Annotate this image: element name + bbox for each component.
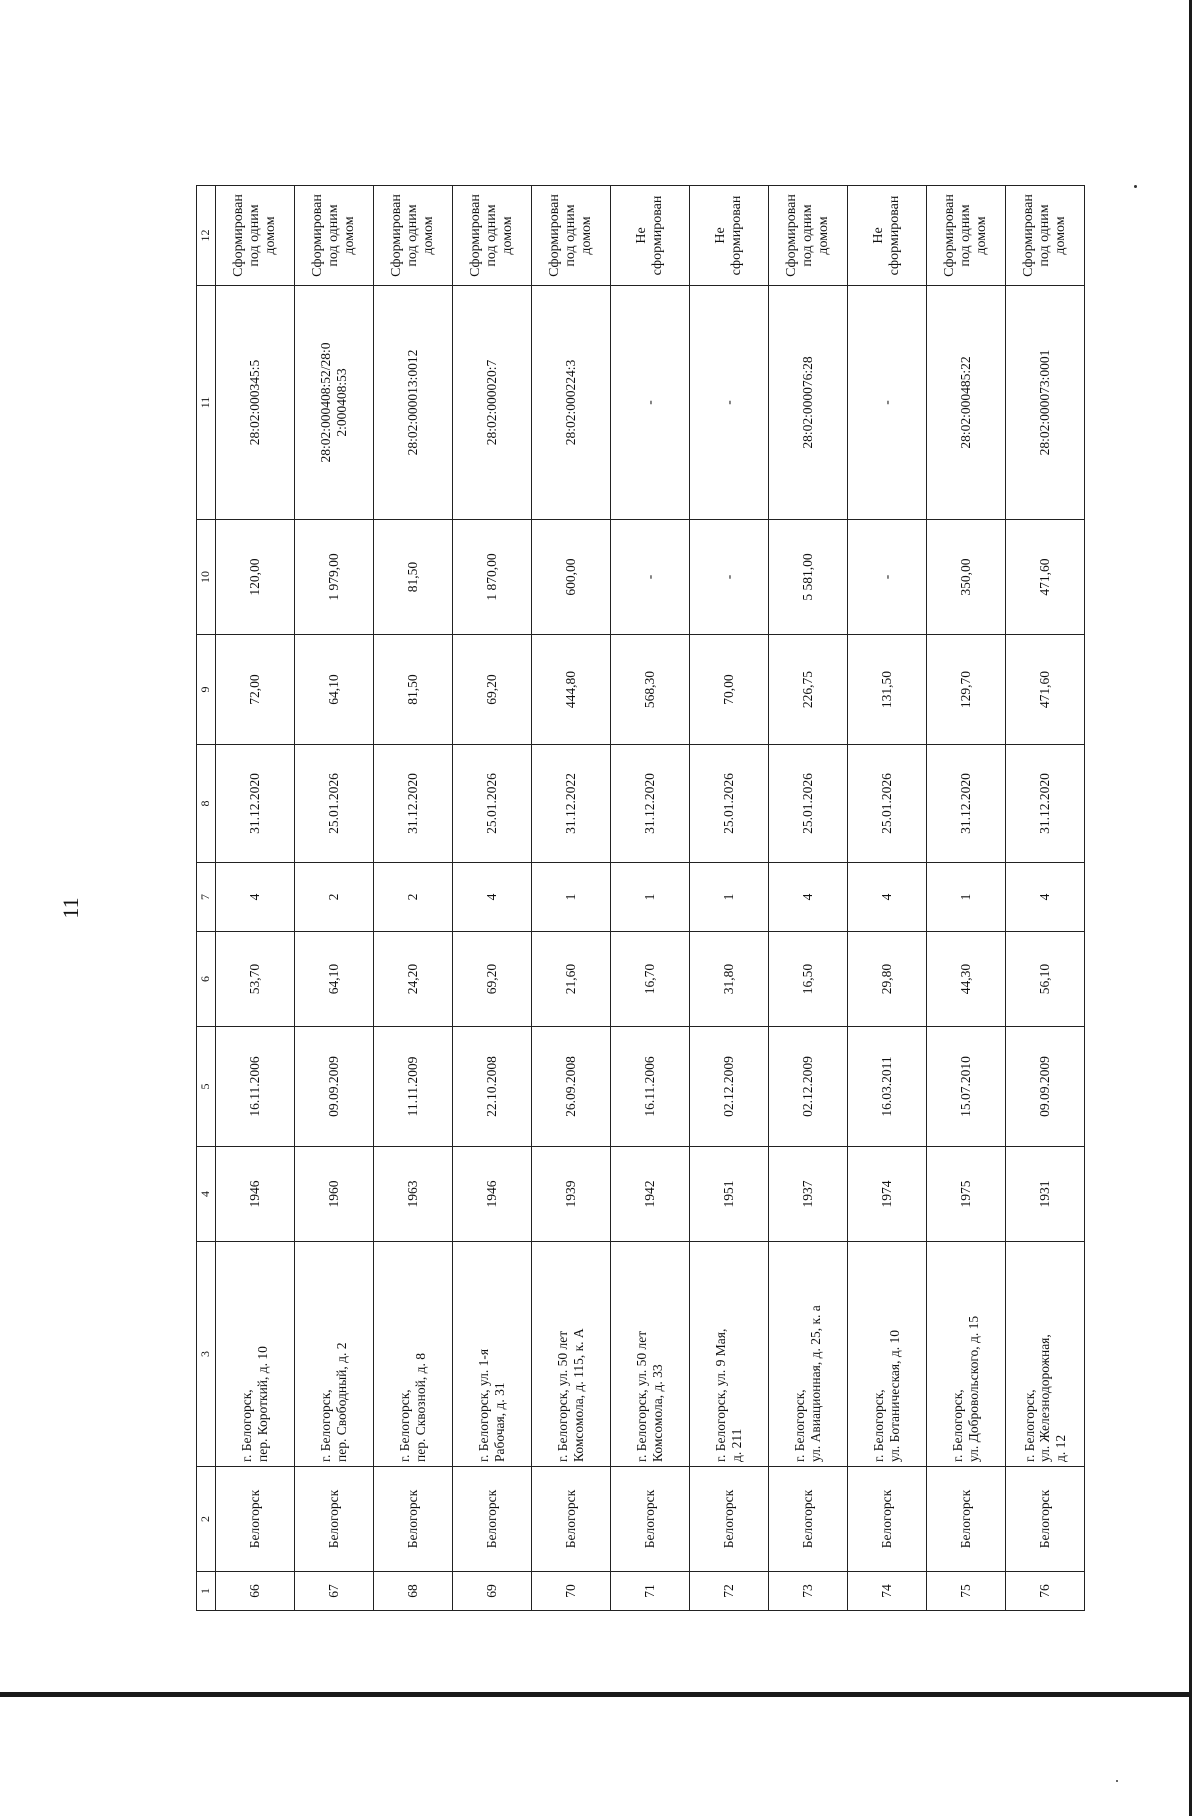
area-cell: 568,30: [610, 635, 689, 745]
column-number-cell: 12: [197, 186, 216, 286]
scan-speck: [1134, 185, 1137, 188]
year-cell: 1951: [689, 1147, 768, 1242]
city-cell: Белогорск: [926, 1467, 1005, 1572]
status-cell: Сформирован под одним домом: [294, 186, 373, 286]
land-area-cell: -: [689, 520, 768, 635]
land-area-cell: 471,60: [1005, 520, 1084, 635]
land-area-cell: 5 581,00: [768, 520, 847, 635]
year-cell: 1974: [847, 1147, 926, 1242]
column-number-cell: 8: [197, 745, 216, 863]
year-cell: 1937: [768, 1147, 847, 1242]
cadastral-number-cell: 28:02:000073:0001: [1005, 286, 1084, 520]
row-number-cell: 74: [847, 1572, 926, 1611]
address-cell: г. Белогорск, пер. Свободный, д. 2: [294, 1242, 373, 1467]
date-cell: 09.09.2009: [294, 1027, 373, 1147]
column-number-cell: 4: [197, 1147, 216, 1242]
row-number-cell: 69: [452, 1572, 531, 1611]
table-row: [373, 186, 452, 1611]
row-number-cell: 72: [689, 1572, 768, 1611]
table-row: [768, 186, 847, 1611]
value-cell: 16,70: [610, 932, 689, 1027]
column-number-cell: 6: [197, 932, 216, 1027]
area-cell: 131,50: [847, 635, 926, 745]
table-row: [926, 186, 1005, 1611]
count-cell: 1: [926, 863, 1005, 932]
row-number-cell: 70: [531, 1572, 610, 1611]
area-cell: 64,10: [294, 635, 373, 745]
column-number-cell: 3: [197, 1242, 216, 1467]
housing-registry-table: [196, 185, 1085, 1611]
address-cell: г. Белогорск, ул. 50 лет Комсомола, д. 115, к. А: [531, 1242, 610, 1467]
deadline-cell: 31.12.2020: [610, 745, 689, 863]
deadline-cell: 31.12.2020: [373, 745, 452, 863]
area-cell: 69,20: [452, 635, 531, 745]
city-cell: Белогорск: [610, 1467, 689, 1572]
deadline-cell: 25.01.2026: [452, 745, 531, 863]
count-cell: 1: [610, 863, 689, 932]
deadline-cell: 25.01.2026: [847, 745, 926, 863]
city-cell: Белогорск: [689, 1467, 768, 1572]
count-cell: 2: [294, 863, 373, 932]
land-area-cell: 1 979,00: [294, 520, 373, 635]
column-number-cell: 9: [197, 635, 216, 745]
cadastral-number-cell: 28:02:000345:5: [215, 286, 294, 520]
table-row: [452, 186, 531, 1611]
date-cell: 22.10.2008: [452, 1027, 531, 1147]
scan-edge-right: [1189, 0, 1192, 1816]
row-number-cell: 73: [768, 1572, 847, 1611]
column-number-row: [197, 186, 216, 1611]
column-number-cell: 10: [197, 520, 216, 635]
cadastral-number-cell: 28:02:000485:22: [926, 286, 1005, 520]
city-cell: Белогорск: [294, 1467, 373, 1572]
table-row: [1005, 186, 1084, 1611]
year-cell: 1975: [926, 1147, 1005, 1242]
date-cell: 09.09.2009: [1005, 1027, 1084, 1147]
cadastral-number-cell: -: [847, 286, 926, 520]
count-cell: 4: [452, 863, 531, 932]
area-cell: 226,75: [768, 635, 847, 745]
row-number-cell: 66: [215, 1572, 294, 1611]
city-cell: Белогорск: [768, 1467, 847, 1572]
column-number-cell: 5: [197, 1027, 216, 1147]
address-cell: г. Белогорск, ул. Авиационная, д. 25, к. а: [768, 1242, 847, 1467]
land-area-cell: -: [610, 520, 689, 635]
address-cell: г. Белогорск, ул. 1-я Рабочая, д. 31: [452, 1242, 531, 1467]
row-number-cell: 76: [1005, 1572, 1084, 1611]
address-cell: г. Белогорск, ул. Ботаническая, д. 10: [847, 1242, 926, 1467]
value-cell: 64,10: [294, 932, 373, 1027]
cadastral-number-cell: 28:02:000076:28: [768, 286, 847, 520]
address-cell: г. Белогорск, пер. Сквозной, д. 8: [373, 1242, 452, 1467]
column-number-cell: 2: [197, 1467, 216, 1572]
status-cell: Сформирован под одним домом: [452, 186, 531, 286]
date-cell: 15.07.2010: [926, 1027, 1005, 1147]
year-cell: 1931: [1005, 1147, 1084, 1242]
cadastral-number-cell: 28:02:000224:3: [531, 286, 610, 520]
page-number: 11: [58, 897, 83, 919]
land-area-cell: 81,50: [373, 520, 452, 635]
deadline-cell: 31.12.2020: [926, 745, 1005, 863]
value-cell: 21,60: [531, 932, 610, 1027]
table-row: [531, 186, 610, 1611]
count-cell: 4: [847, 863, 926, 932]
date-cell: 16.11.2006: [610, 1027, 689, 1147]
area-cell: 471,60: [1005, 635, 1084, 745]
year-cell: 1960: [294, 1147, 373, 1242]
status-cell: Не сформирован: [610, 186, 689, 286]
date-cell: 02.12.2009: [768, 1027, 847, 1147]
city-cell: Белогорск: [215, 1467, 294, 1572]
year-cell: 1942: [610, 1147, 689, 1242]
count-cell: 4: [1005, 863, 1084, 932]
deadline-cell: 31.12.2022: [531, 745, 610, 863]
year-cell: 1963: [373, 1147, 452, 1242]
cadastral-number-cell: -: [610, 286, 689, 520]
area-cell: 444,80: [531, 635, 610, 745]
scan-edge-bottom: [0, 1692, 1192, 1697]
address-cell: г. Белогорск, ул. Добровольского, д. 15: [926, 1242, 1005, 1467]
deadline-cell: 25.01.2026: [689, 745, 768, 863]
land-area-cell: 600,00: [531, 520, 610, 635]
table-row: [215, 186, 294, 1611]
table-row: [294, 186, 373, 1611]
value-cell: 56,10: [1005, 932, 1084, 1027]
area-cell: 81,50: [373, 635, 452, 745]
cadastral-number-cell: -: [689, 286, 768, 520]
status-cell: Сформирован под одним домом: [215, 186, 294, 286]
count-cell: 1: [531, 863, 610, 932]
table-row: [689, 186, 768, 1611]
status-cell: Сформирован под одним домом: [373, 186, 452, 286]
scan-speck: [1116, 1780, 1118, 1782]
row-number-cell: 67: [294, 1572, 373, 1611]
date-cell: 11.11.2009: [373, 1027, 452, 1147]
city-cell: Белогорск: [531, 1467, 610, 1572]
value-cell: 44,30: [926, 932, 1005, 1027]
value-cell: 69,20: [452, 932, 531, 1027]
deadline-cell: 31.12.2020: [215, 745, 294, 863]
column-number-cell: 7: [197, 863, 216, 932]
value-cell: 31,80: [689, 932, 768, 1027]
status-cell: Не сформирован: [689, 186, 768, 286]
cadastral-number-cell: 28:02:000013:0012: [373, 286, 452, 520]
area-cell: 72,00: [215, 635, 294, 745]
land-area-cell: 120,00: [215, 520, 294, 635]
count-cell: 1: [689, 863, 768, 932]
date-cell: 02.12.2009: [689, 1027, 768, 1147]
table-row: [847, 186, 926, 1611]
column-number-cell: 11: [197, 286, 216, 520]
year-cell: 1939: [531, 1147, 610, 1242]
status-cell: Сформирован под одним домом: [926, 186, 1005, 286]
count-cell: 4: [768, 863, 847, 932]
year-cell: 1946: [452, 1147, 531, 1242]
deadline-cell: 25.01.2026: [294, 745, 373, 863]
status-cell: Сформирован под одним домом: [531, 186, 610, 286]
year-cell: 1946: [215, 1147, 294, 1242]
deadline-cell: 25.01.2026: [768, 745, 847, 863]
value-cell: 16,50: [768, 932, 847, 1027]
count-cell: 2: [373, 863, 452, 932]
area-cell: 129,70: [926, 635, 1005, 745]
table-body: [197, 186, 1085, 1611]
land-area-cell: 350,00: [926, 520, 1005, 635]
city-cell: Белогорск: [452, 1467, 531, 1572]
row-number-cell: 68: [373, 1572, 452, 1611]
date-cell: 26.09.2008: [531, 1027, 610, 1147]
cadastral-number-cell: 28:02:000408:52/28:0 2:000408:53: [294, 286, 373, 520]
land-area-cell: 1 870,00: [452, 520, 531, 635]
value-cell: 24,20: [373, 932, 452, 1027]
city-cell: Белогорск: [1005, 1467, 1084, 1572]
address-cell: г. Белогорск, пер. Короткий, д. 10: [215, 1242, 294, 1467]
date-cell: 16.03.2011: [847, 1027, 926, 1147]
row-number-cell: 75: [926, 1572, 1005, 1611]
land-area-cell: -: [847, 520, 926, 635]
address-cell: г. Белогорск, ул. Железнодорожная, д. 12: [1005, 1242, 1084, 1467]
cadastral-number-cell: 28:02:000020:7: [452, 286, 531, 520]
status-cell: Сформирован под одним домом: [768, 186, 847, 286]
rotated-table-frame: [196, 186, 1081, 1611]
area-cell: 70,00: [689, 635, 768, 745]
value-cell: 29,80: [847, 932, 926, 1027]
city-cell: Белогорск: [847, 1467, 926, 1572]
row-number-cell: 71: [610, 1572, 689, 1611]
status-cell: Сформирован под одним домом: [1005, 186, 1084, 286]
value-cell: 53,70: [215, 932, 294, 1027]
column-number-cell: 1: [197, 1572, 216, 1611]
address-cell: г. Белогорск, ул. 9 Мая, д. 211: [689, 1242, 768, 1467]
table-row: [610, 186, 689, 1611]
address-cell: г. Белогорск, ул. 50 лет Комсомола, д. 33: [610, 1242, 689, 1467]
deadline-cell: 31.12.2020: [1005, 745, 1084, 863]
status-cell: Не сформирован: [847, 186, 926, 286]
date-cell: 16.11.2006: [215, 1027, 294, 1147]
count-cell: 4: [215, 863, 294, 932]
city-cell: Белогорск: [373, 1467, 452, 1572]
